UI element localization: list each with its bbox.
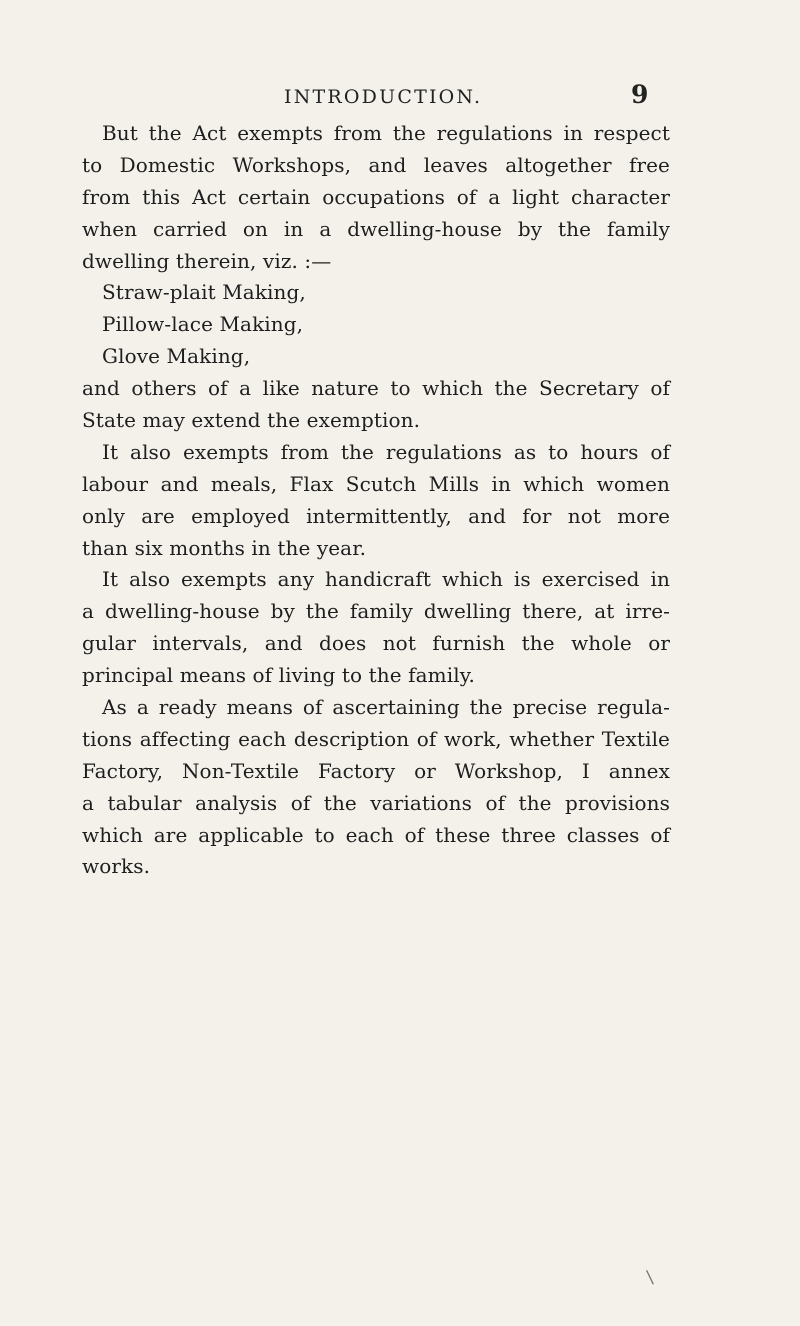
text-line: a dwelling-house by the family dwelling there, at irre- bbox=[82, 599, 670, 624]
page-number: 9 bbox=[631, 80, 649, 109]
text-line: and others of a like nature to which the Secretary of bbox=[82, 376, 670, 401]
list-item: Glove Making, bbox=[102, 344, 251, 369]
text-line: labour and meals, Flax Scutch Mills in which women bbox=[82, 471, 670, 496]
text-line: gular intervals, and does not furnish the whole or bbox=[82, 631, 670, 656]
running-title: INTRODUCTION. bbox=[284, 86, 483, 108]
text-line: tions affecting each description of work, whether Textile bbox=[82, 726, 670, 751]
text-line: only are employed intermittently, and for not more bbox=[82, 503, 670, 528]
text-line: Factory, Non-Textile Factory or Workshop, I annex bbox=[82, 758, 670, 783]
text-line: It also exempts from the regulations as to hours of bbox=[102, 439, 670, 464]
text-line: which are applicable to each of these three classes of bbox=[82, 822, 670, 847]
text-line: principal means of living to the family. bbox=[82, 663, 475, 688]
list-item: Pillow-lace Making, bbox=[102, 312, 304, 337]
ink-mark: \ bbox=[645, 1266, 655, 1289]
text-line: to Domestic Workshops, and leaves altogether free bbox=[82, 152, 670, 177]
text-line: a tabular analysis of the variations of the provisions bbox=[82, 790, 670, 815]
text-line: As a ready means of ascertaining the precise regula- bbox=[102, 695, 670, 720]
text-line: from this Act certain occupations of a light character bbox=[82, 184, 670, 209]
text-line: than six months in the year. bbox=[82, 535, 367, 560]
text-line: dwelling therein, viz. :— bbox=[82, 248, 332, 273]
text-line: But the Act exempts from the regulations in respect bbox=[102, 121, 670, 145]
list-item: Straw-plait Making, bbox=[102, 280, 306, 305]
text-line: when carried on in a dwelling-house by the family bbox=[82, 216, 670, 241]
body-text bbox=[82, 118, 670, 883]
running-head bbox=[0, 80, 800, 110]
text-line: State may extend the exemption. bbox=[82, 408, 421, 433]
text-line: It also exempts any handicraft which is exercised in bbox=[102, 567, 670, 592]
text-line: works. bbox=[82, 854, 151, 879]
